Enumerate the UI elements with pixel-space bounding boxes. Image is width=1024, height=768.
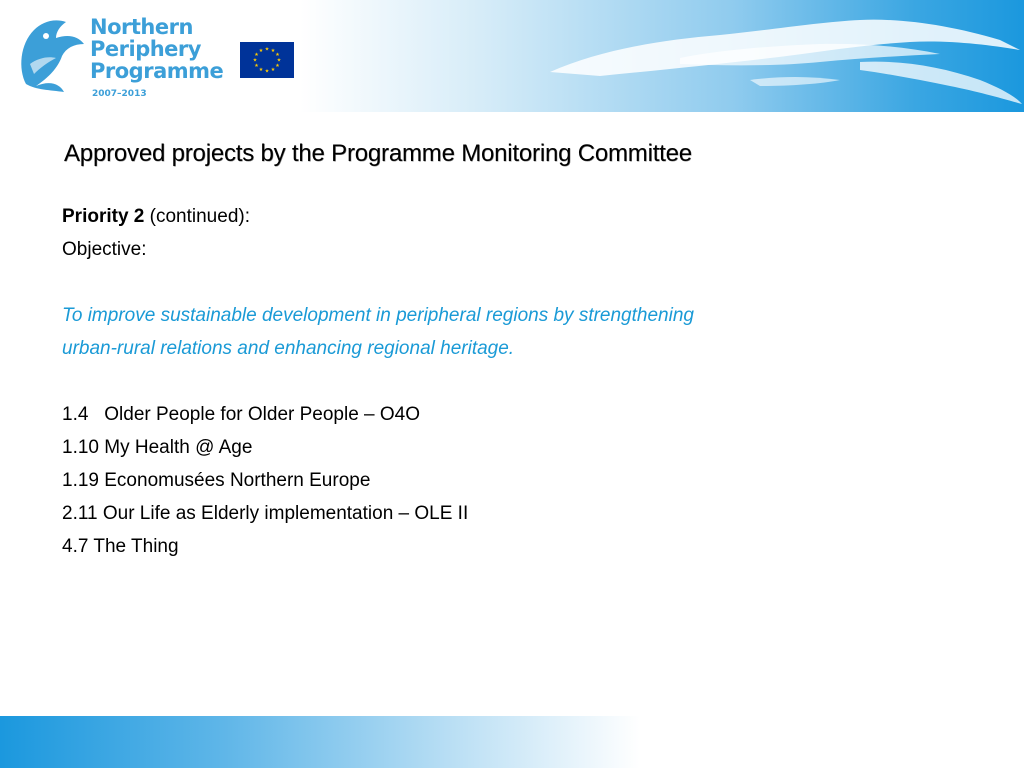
svg-text:★: ★ xyxy=(270,48,276,54)
spacer xyxy=(62,365,962,398)
spacer xyxy=(62,266,962,299)
logo-years: 2007–2013 xyxy=(92,89,147,99)
page-title: Approved projects by the Programme Monitoring Committee xyxy=(64,140,692,167)
priority-suffix: (continued): xyxy=(144,206,250,227)
project-item: 4.7 The Thing xyxy=(62,536,179,557)
objective-label: Objective: xyxy=(62,239,147,260)
logo-line-1: Northern xyxy=(90,15,193,39)
svg-text:★: ★ xyxy=(270,67,276,73)
priority-line xyxy=(62,200,962,233)
project-item: 1.10 My Health @ Age xyxy=(62,437,253,458)
svg-text:★: ★ xyxy=(264,46,270,53)
svg-text:★: ★ xyxy=(258,67,264,73)
svg-text:★: ★ xyxy=(275,63,280,69)
slide-content xyxy=(62,200,962,563)
header-band xyxy=(300,0,1024,112)
coastline-graphic xyxy=(300,0,1024,112)
logo-wordmark xyxy=(90,16,223,82)
dove-logo-icon xyxy=(16,14,86,94)
programme-logo xyxy=(16,12,224,104)
svg-text:★: ★ xyxy=(254,63,259,69)
project-item: 1.4 Older People for Older People – O4O xyxy=(62,404,421,425)
footer-band xyxy=(0,716,640,768)
svg-text:★: ★ xyxy=(254,52,259,58)
logo-line-3: Programme xyxy=(90,59,224,83)
svg-text:★: ★ xyxy=(276,57,282,64)
eu-flag-icon xyxy=(240,42,294,78)
objective-text-line-1: To improve sustainable development in peripheral regions by strengthening xyxy=(62,305,694,326)
svg-text:★: ★ xyxy=(264,68,270,75)
project-item: 1.19 Economusées Northern Europe xyxy=(62,470,371,491)
svg-text:★: ★ xyxy=(252,57,258,64)
project-item: 2.11 Our Life as Elderly implementation – OLE II xyxy=(62,503,469,524)
svg-text:★: ★ xyxy=(258,48,264,54)
svg-text:★: ★ xyxy=(275,52,280,58)
logo-line-2: Periphery xyxy=(90,37,201,61)
priority-label: Priority 2 xyxy=(62,206,145,227)
objective-text-line-2: urban-rural relations and enhancing regional heritage. xyxy=(62,338,515,359)
